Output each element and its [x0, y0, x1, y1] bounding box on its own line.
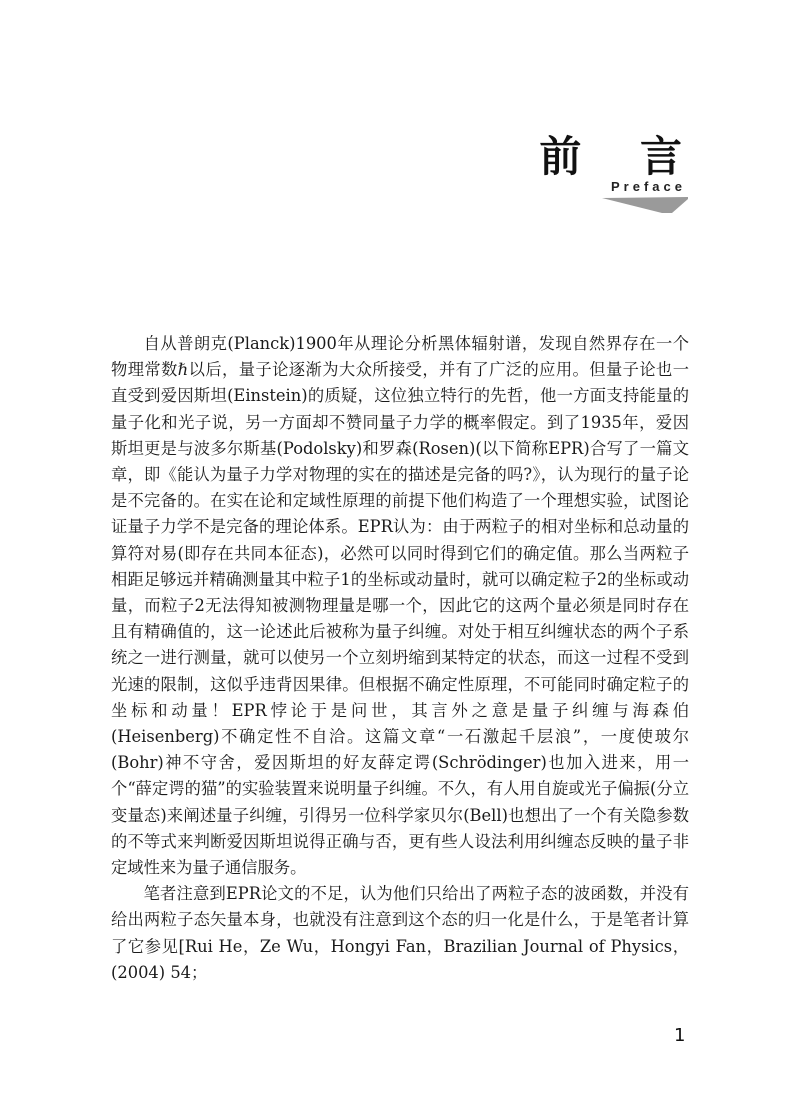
chapter-subtitle: Preface [611, 179, 686, 194]
paragraph-2: 笔者注意到EPR论文的不足，认为他们只给出了两粒子态的波函数，并没有给出两粒子态矢量本身，也就没有注意到这个态的归一化是什么，于是笔者计算了它参见[Rui He，Ze Wu，Hongyi Fan，Brazilian Journal of Physics，(2004) 54； [111, 884, 689, 982]
wedge-shape [602, 197, 688, 213]
chapter-title: 前 言 [539, 132, 704, 181]
paragraph-1: 自从普朗克(Planck)1900年从理论分析黑体辐射谱，发现自然界存在一个物理常数ℏ以后，量子论逐渐为大众所接受，并有了广泛的应用。但量子论也一直受到爱因斯坦(Einstein)的质疑，这位独立特行的先哲，他一方面支持能量的量子化和光子说，另一方面却不赞同量子力学的概率假定。到了1935年，爱因斯坦更是与波多尔斯基(Podolsky)和罗森(Rosen)(以下简称EPR)合写了一篇文章，即《能认为量子力学对物理的实在的描述是完备的吗?》，认为现行的量子论是不完备的。在实在论和定域性原理的前提下他们构造了一个理想实验，试图论证量子力学不是完备的理论体系。EPR认为：由于两粒子的相对坐标和总动量的算符对易(即存在共同本征态)，必然可以同时得到它们的确定值。那么当两粒子相距足够远并精确测量其中粒子1的坐标或动量时，就可以确定粒子2的坐标或动量，而粒子2无法得知被测物理量是哪一个，因此它的这两个量必须是同时存在且有精确值的，这一论述此后被称为量子纠缠。对处于相互纠缠状态的两个子系统之一进行测量，就可以使另一个立刻坍缩到某特定的状态，而这一过程不受到光速的限制，这似乎违背因果律。但根据不确定性原理，不可能同时确定粒子的坐标和动量！EPR悖论于是问世，其言外之意是量子纠缠与海森伯(Heisenberg)不确定性不自洽。这篇文章“一石激起千层浪”，一度使玻尔(Bohr)神不守舍，爱因斯坦的好友薛定谔(Schrödinger)也加入进来，用一个“薛定谔的猫”的实验装置来说明量子纠缠。不久，有人用自旋或光子偏振(分立变量态)来阐述量子纠缠，引得另一位科学家贝尔(Bell)也想出了一个有关隐参数的不等式来判断爱因斯坦说得正确与否，更有些人设法利用纠缠态反映的量子非定域性来为量子通信服务。 [111, 334, 689, 878]
preface-body [111, 331, 689, 986]
title-wedge-decoration [602, 197, 688, 213]
page-number: 1 [674, 1025, 686, 1046]
